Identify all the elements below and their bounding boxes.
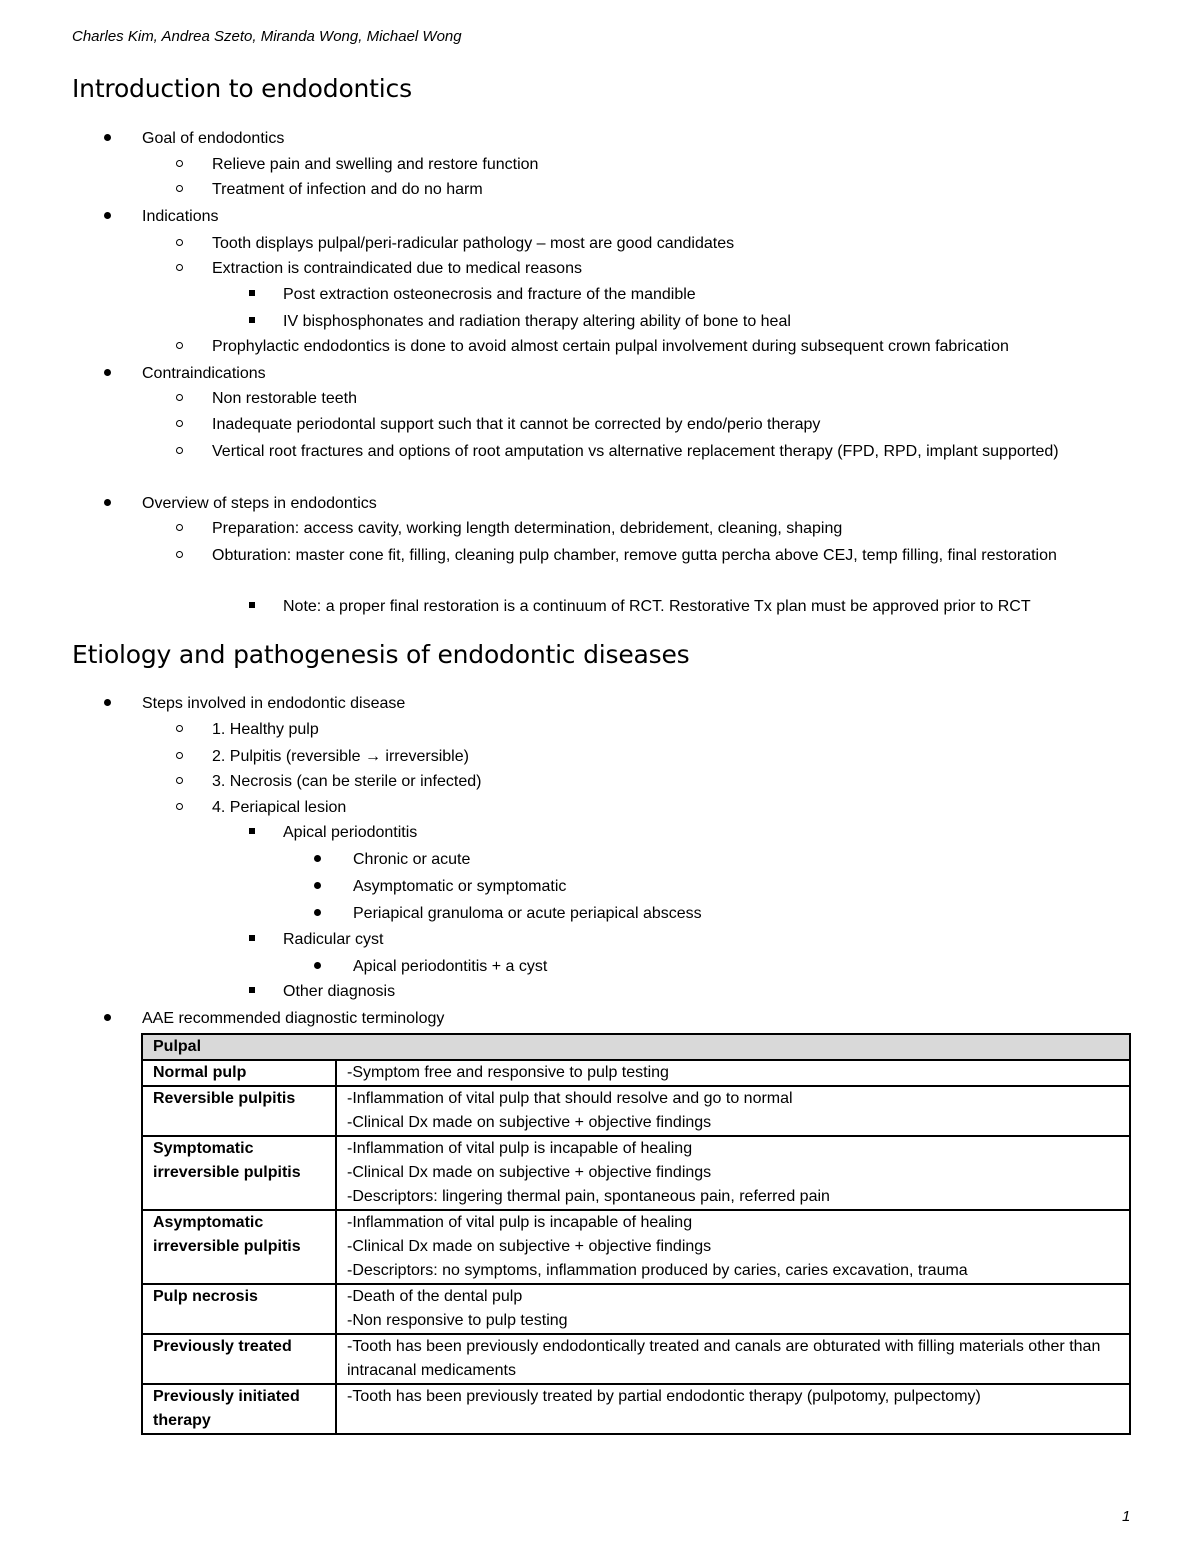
bullet-marker-icon bbox=[176, 516, 183, 541]
outline-item: Tooth displays pulpal/peri-radicular pathology – most are good candidates bbox=[212, 235, 735, 252]
outline-item: Prophylactic endodontics is done to avoid almost certain pulpal involvement during subsequent crown fabrication bbox=[212, 338, 1009, 355]
bullet-marker-icon bbox=[314, 847, 321, 872]
bullet-marker-icon bbox=[314, 954, 321, 979]
description-line: -Inflammation of vital pulp that should resolve and go to normal bbox=[347, 1090, 793, 1107]
outline-item: Obturation: master cone fit, filling, cleaning pulp chamber, remove gutta percha above CEJ, temp filling, final restoration bbox=[212, 547, 1057, 564]
term-cell: Normal pulp bbox=[142, 1060, 336, 1086]
bullet-marker-icon bbox=[176, 412, 183, 437]
outline-item: Indications bbox=[142, 208, 219, 225]
outline-item: Radicular cyst bbox=[283, 931, 384, 948]
page-number: 1 bbox=[1122, 1508, 1131, 1525]
table-header-row bbox=[142, 1034, 1130, 1060]
outline-item: 4. Periapical lesion bbox=[212, 799, 347, 816]
outline-item: Post extraction osteonecrosis and fracture of the mandible bbox=[283, 286, 696, 303]
outline-item: Asymptomatic or symptomatic bbox=[353, 878, 567, 895]
outline-item: Chronic or acute bbox=[353, 851, 471, 868]
bullet-marker-icon bbox=[314, 901, 321, 926]
outline-item: Vertical root fractures and options of root amputation vs alternative replacement therapy (FPD, RPD, implant supported) bbox=[212, 443, 1059, 460]
outline-item: Overview of steps in endodontics bbox=[142, 495, 377, 512]
table-row bbox=[142, 1334, 1130, 1384]
term-cell: Previously initiated therapy bbox=[142, 1384, 336, 1434]
bullet-marker-icon bbox=[176, 152, 183, 177]
term-cell: Pulp necrosis bbox=[142, 1284, 336, 1334]
table-header-cell: Pulpal bbox=[142, 1034, 1130, 1060]
table-row bbox=[142, 1210, 1130, 1284]
diagnostic-terminology-table bbox=[141, 1033, 1131, 1435]
outline-item: Apical periodontitis bbox=[283, 824, 418, 841]
description-line: -Inflammation of vital pulp is incapable of healing bbox=[347, 1214, 693, 1231]
bullet-marker-icon bbox=[104, 361, 111, 386]
bullet-marker-icon bbox=[104, 691, 111, 716]
bullet-marker-icon bbox=[104, 126, 111, 151]
bullet-marker-icon bbox=[249, 820, 255, 845]
description-cell bbox=[336, 1060, 1130, 1086]
outline-item: Preparation: access cavity, working length determination, debridement, cleaning, shaping bbox=[212, 520, 843, 537]
outline-item: IV bisphosphonates and radiation therapy altering ability of bone to heal bbox=[283, 313, 791, 330]
bullet-marker-icon bbox=[314, 874, 321, 899]
description-cell bbox=[336, 1136, 1130, 1210]
outline-item: Goal of endodontics bbox=[142, 130, 285, 147]
description-line: -Clinical Dx made on subjective + objective findings bbox=[347, 1114, 712, 1131]
description-line: -Descriptors: no symptoms, inflammation produced by caries, caries excavation, trauma bbox=[347, 1262, 968, 1279]
outline-item: Other diagnosis bbox=[283, 983, 396, 1000]
bullet-marker-icon bbox=[104, 1006, 111, 1031]
outline-item: AAE recommended diagnostic terminology bbox=[142, 1010, 445, 1027]
section-heading-etiology: Etiology and pathogenesis of endodontic diseases bbox=[72, 640, 690, 669]
outline-item: Non restorable teeth bbox=[212, 390, 357, 407]
bullet-marker-icon bbox=[249, 979, 255, 1004]
table-row bbox=[142, 1060, 1130, 1086]
outline-item: Extraction is contraindicated due to medical reasons bbox=[212, 260, 582, 277]
outline-item: 3. Necrosis (can be sterile or infected) bbox=[212, 773, 482, 790]
description-line: -Non responsive to pulp testing bbox=[347, 1312, 568, 1329]
outline-item: 2. Pulpitis (reversible → irreversible) bbox=[212, 748, 469, 765]
outline-item: Contraindications bbox=[142, 365, 266, 382]
outline-item: Inadequate periodontal support such that it cannot be corrected by endo/perio therapy bbox=[212, 416, 821, 433]
term-cell: Previously treated bbox=[142, 1334, 336, 1384]
table-row bbox=[142, 1136, 1130, 1210]
bullet-marker-icon bbox=[176, 717, 183, 742]
bullet-marker-icon bbox=[176, 744, 183, 769]
outline-item: Treatment of infection and do no harm bbox=[212, 181, 483, 198]
description-line: -Inflammation of vital pulp is incapable of healing bbox=[347, 1140, 693, 1157]
outline-item: Note: a proper final restoration is a continuum of RCT. Restorative Tx plan must be approved prior to RCT bbox=[283, 598, 1031, 615]
description-line: -Symptom free and responsive to pulp testing bbox=[347, 1064, 669, 1081]
section-heading-intro: Introduction to endodontics bbox=[72, 74, 412, 103]
description-line: -Tooth has been previously endodontically treated and canals are obturated with filling materials other than intracanal medicaments bbox=[347, 1338, 1101, 1379]
outline-item: Apical periodontitis + a cyst bbox=[353, 958, 548, 975]
description-line: -Tooth has been previously treated by partial endodontic therapy (pulpotomy, pulpectomy) bbox=[347, 1388, 981, 1405]
term-cell: Reversible pulpitis bbox=[142, 1086, 336, 1136]
description-cell bbox=[336, 1210, 1130, 1284]
bullet-marker-icon bbox=[249, 927, 255, 952]
authors-header: Charles Kim, Andrea Szeto, Miranda Wong, Michael Wong bbox=[72, 28, 462, 45]
term-cell: Asymptomatic irreversible pulpitis bbox=[142, 1210, 336, 1284]
bullet-marker-icon bbox=[176, 177, 183, 202]
outline-item: 1. Healthy pulp bbox=[212, 721, 319, 738]
description-line: -Clinical Dx made on subjective + objective findings bbox=[347, 1164, 712, 1181]
bullet-marker-icon bbox=[176, 334, 183, 359]
bullet-marker-icon bbox=[176, 386, 183, 411]
outline-item: Periapical granuloma or acute periapical abscess bbox=[353, 905, 702, 922]
description-cell bbox=[336, 1384, 1130, 1434]
bullet-marker-icon bbox=[249, 282, 255, 307]
description-cell bbox=[336, 1284, 1130, 1334]
description-line: -Descriptors: lingering thermal pain, spontaneous pain, referred pain bbox=[347, 1188, 830, 1205]
table-row bbox=[142, 1384, 1130, 1434]
outline-item: Steps involved in endodontic disease bbox=[142, 695, 406, 712]
description-line: -Death of the dental pulp bbox=[347, 1288, 523, 1305]
bullet-marker-icon bbox=[176, 256, 183, 281]
term-cell: Symptomatic irreversible pulpitis bbox=[142, 1136, 336, 1210]
outline-item: Relieve pain and swelling and restore function bbox=[212, 156, 539, 173]
description-cell bbox=[336, 1086, 1130, 1136]
description-cell bbox=[336, 1334, 1130, 1384]
bullet-marker-icon bbox=[104, 491, 111, 516]
bullet-marker-icon bbox=[176, 439, 183, 464]
table-row bbox=[142, 1284, 1130, 1334]
bullet-marker-icon bbox=[176, 769, 183, 794]
table-row bbox=[142, 1086, 1130, 1136]
description-line: -Clinical Dx made on subjective + objective findings bbox=[347, 1238, 712, 1255]
bullet-marker-icon bbox=[176, 543, 183, 568]
bullet-marker-icon bbox=[104, 204, 111, 229]
bullet-marker-icon bbox=[176, 231, 183, 256]
bullet-marker-icon bbox=[249, 594, 255, 619]
bullet-marker-icon bbox=[176, 795, 183, 820]
bullet-marker-icon bbox=[249, 309, 255, 334]
